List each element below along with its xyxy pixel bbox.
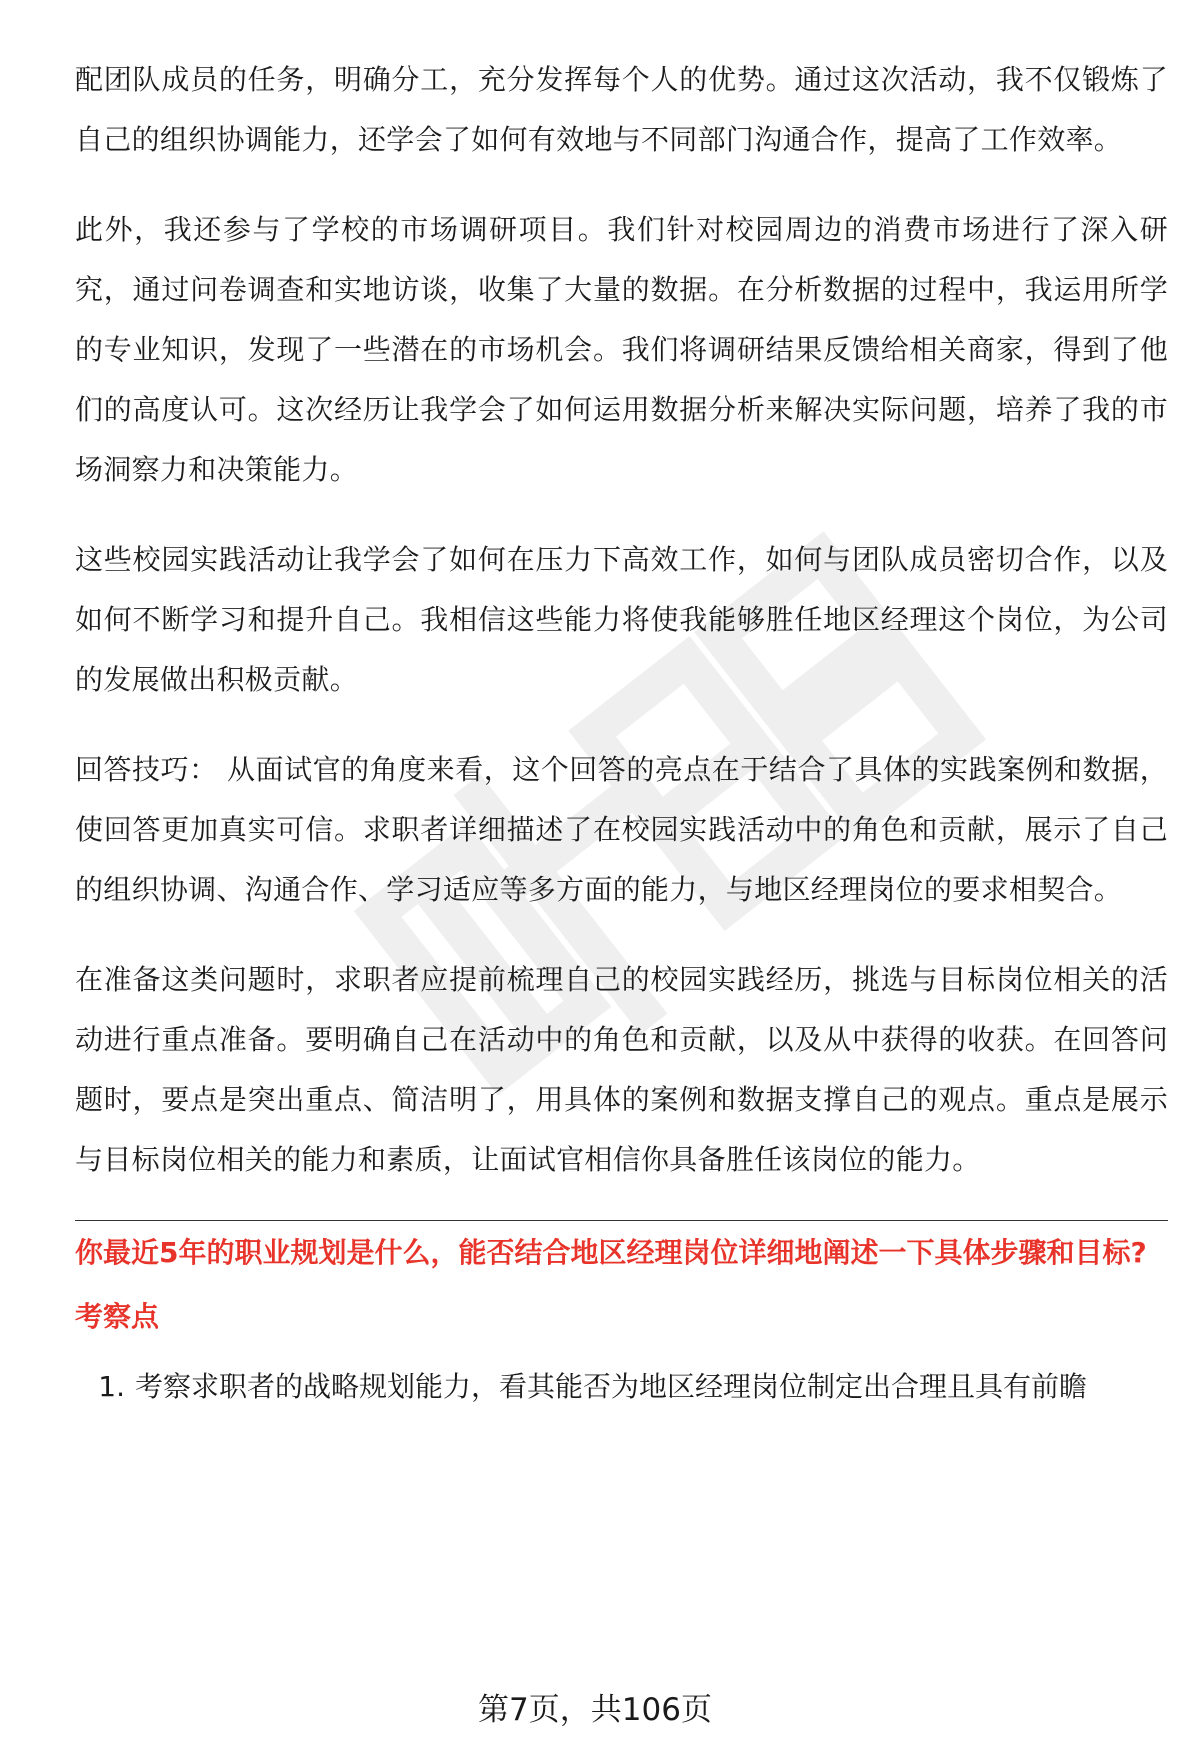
paragraph-2: 此外，我还参与了学校的市场调研项目。我们针对校园周边的消费市场进行了深入研究，通过问卷调查和实地访谈，收集了大量的数据。在分析数据的过程中，我运用所学的专业知识，发现了一些潜在的市场机会。我们将调研结果反馈给相关商家，得到了他们的高度认可。这次经历让我学会了如何运用数据分析来解决实际问题，培养了我的市场洞察力和决策能力。 xyxy=(75,213,1168,486)
section-heading: 考察点 xyxy=(75,1300,160,1333)
paragraph-5: 在准备这类问题时，求职者应提前梳理自己的校园实践经历，挑选与目标岗位相关的活动进行重点准备。要明确自己在活动中的角色和贡献，以及从中获得的收获。在回答问题时，要点是突出重点、简洁明了，用具体的案例和数据支撑自己的观点。重点是展示与目标岗位相关的能力和素质，让面试官相信你具备胜任该岗位的能力。 xyxy=(75,963,1168,1176)
question-heading: 你最近5年的职业规划是什么，能否结合地区经理岗位详细地阐述一下具体步骤和目标? xyxy=(75,1236,1147,1269)
answer-tips-paragraph: 回答技巧： 从面试官的角度来看，这个回答的亮点在于结合了具体的实践案例和数据，使回答更加真实可信。求职者详细描述了在校园实践活动中的角色和贡献，展示了自己的组织协调、沟通合作、学习适应等多方面的能力，与地区经理岗位的要求相契合。 xyxy=(75,753,1168,906)
paragraph-1: 配团队成员的任务，明确分工，充分发挥每个人的优势。通过这次活动，我不仅锻炼了自己的组织协调能力，还学会了如何有效地与不同部门沟通合作，提高了工作效率。 xyxy=(75,63,1168,156)
main-content xyxy=(75,50,1168,1417)
list-item-text: 考察求职者的战略规划能力，看其能否为地区经理岗位制定出合理且具有前瞻 xyxy=(135,1370,1088,1403)
list-item xyxy=(75,1357,1168,1417)
evaluation-points-list xyxy=(75,1357,1168,1417)
paragraph-3: 这些校园实践活动让我学会了如何在压力下高效工作，如何与团队成员密切合作，以及如何不断学习和提升自己。我相信这些能力将使我能够胜任地区经理这个岗位，为公司的发展做出积极贡献。 xyxy=(75,543,1168,696)
list-item-number: 1. xyxy=(98,1370,125,1403)
section-divider xyxy=(75,1220,1168,1221)
page-footer: 第7页，共106页 xyxy=(478,1692,712,1728)
